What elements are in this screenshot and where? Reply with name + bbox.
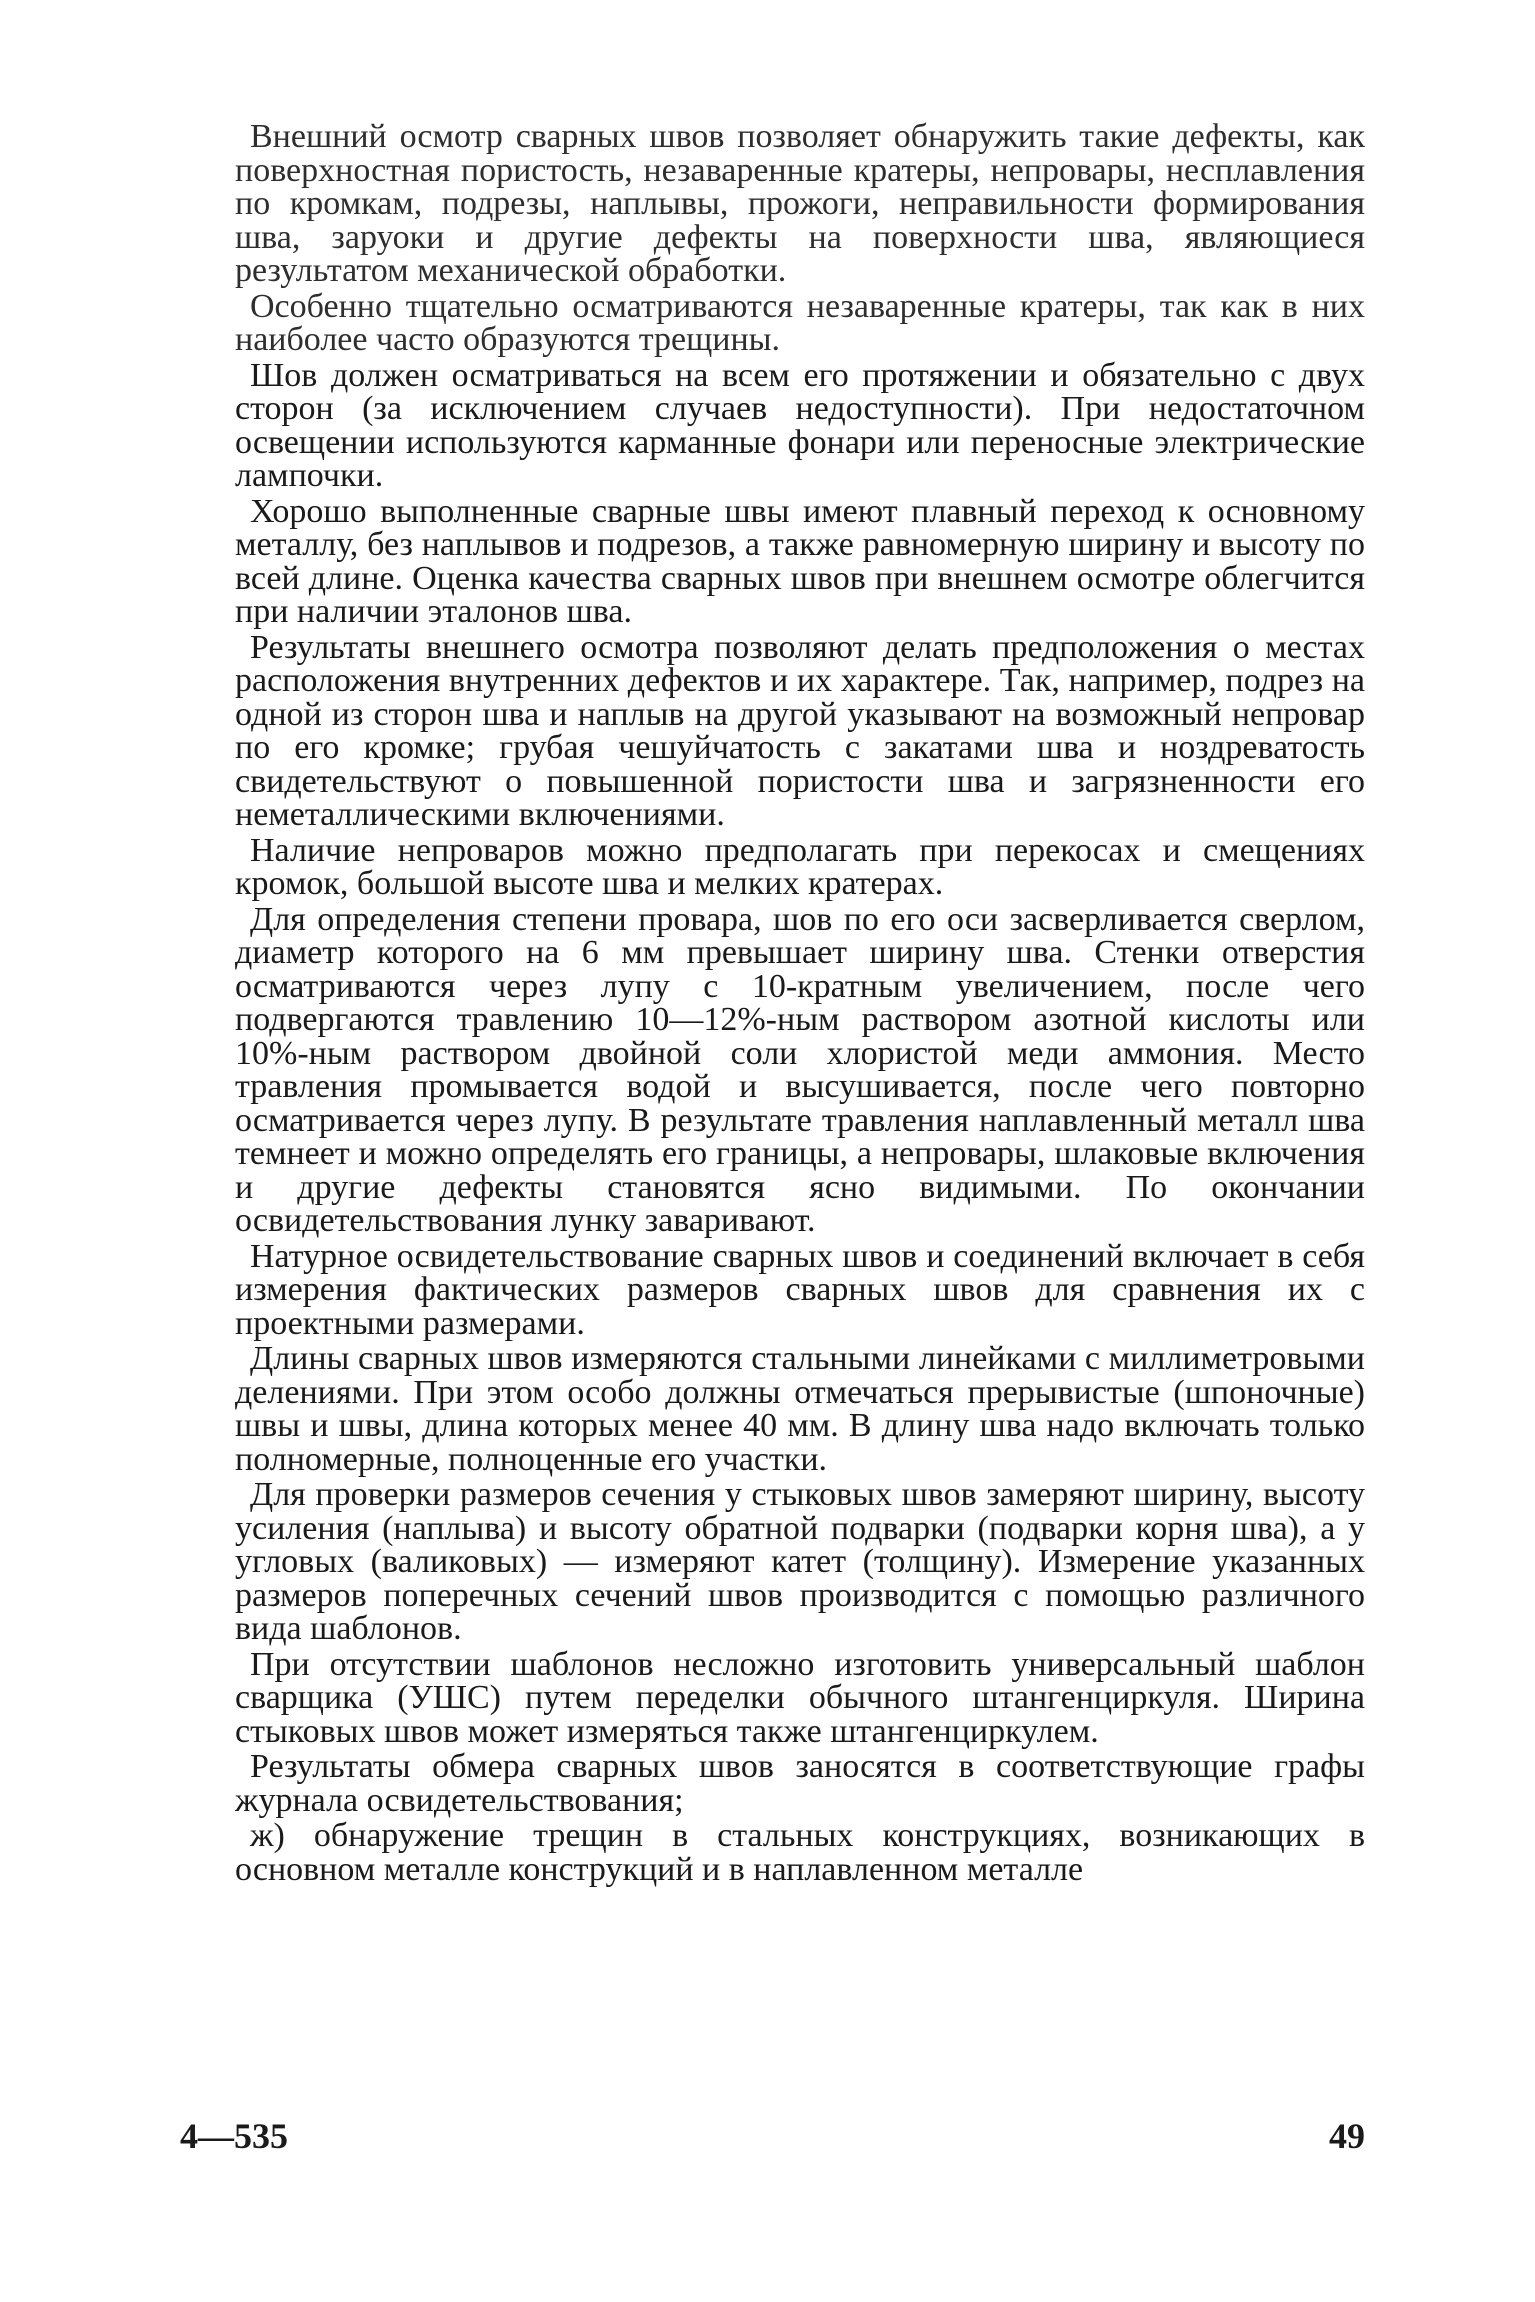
paragraph-crack-detection: ж) обнаружение трещин в стальных конструкциях, возникающих в основном металле конструкций и в наплавленном металле — [235, 1817, 1365, 1888]
paragraph-weld-lengths: Длины сварных швов измеряются стальными линейками с миллиметровыми делениями. При этом особо должны отмечаться прерывистые (шпоночные) швы и швы, длина которых менее 40 мм. В длину шва надо включать только полномерные, полноценные его участки. — [235, 1340, 1365, 1478]
page-body — [235, 120, 1365, 1888]
paragraph-inspection-results: Результаты внешнего осмотра позволяют делать предположения о местах расположения внутренних дефектов и их характере. Так, например, подрез на одной из сторон шва и наплыв на другой указывают на возможный непровар по его кромке; грубая чешуйчатость с закатами шва и ноздреватость свидетельствуют о повышенной пористости шва и загрязненности его неметаллическими включениями. — [235, 628, 1365, 833]
paragraph-penetration-depth: Для определения степени провара, шов по его оси засверливается сверлом, диаметр которого на 6 мм превышает ширину шва. Стенки отверстия осматриваются через лупу с 10-кратным увеличением, после чего подвергаются травлению 10—12%-ным раствором азотной кислоты или 10%-ным раствором двойной соли хлористой меди аммония. Место травления промывается водой и высушивается, после чего повторно осматривается через лупу. В результате травления наплавленный металл шва темнеет и можно определять его границы, а непровары, шлаковые включения и другие дефекты становятся ясно видимыми. По окончании освидетельствования лунку заваривают. — [235, 900, 1365, 1239]
paragraph-external-inspection: Внешний осмотр сварных швов позволяет обнаружить такие дефекты, как поверхностная пористость, незаваренные кратеры, непровары, несплавления по кромкам, подрезы, наплывы, прожоги, неправильности формирования шва, заруоки и другие дефекты на поверхности шва, являющиеся результатом механической обработки. — [235, 118, 1365, 289]
paragraph-weld-length-inspection: Шов должен осматриваться на всем его протяжении и обязательно с двух сторон (за исключением случаев недоступности). При недостаточном освещении используются карманные фонари или переносные электрические лампочки. — [235, 356, 1365, 494]
paragraph-templates: При отсутствии шаблонов несложно изготовить универсальный шаблон сварщика (УШС) путем переделки обычного штангенциркуля. Ширина стыковых швов может измеряться также штангенциркулем. — [235, 1645, 1365, 1750]
paragraph-section-sizes: Для проверки размеров сечения у стыковых швов замеряют ширину, высоту усиления (наплыва) и высоту обратной подварки (подварки корня шва), а у угловых (валиковых) — измеряют катет (толщину). Измерение указанных размеров поперечных сечений швов производится с помощью различного вида шаблонов. — [235, 1476, 1365, 1647]
paragraph-measurement-log: Результаты обмера сварных швов заносятся в соответствующие графы журнала освидетельствования; — [235, 1748, 1365, 1819]
signature-mark: 4—535 — [180, 2116, 288, 2156]
paragraph-lack-of-fusion: Наличие непроваров можно предполагать при перекосах и смещениях кромок, большой высоте шва и мелких кратерах. — [235, 831, 1365, 902]
paragraph-craters: Особенно тщательно осматриваются незаваренные кратеры, так как в них наиболее часто образуются трещины. — [235, 287, 1365, 358]
paragraph-good-welds: Хорошо выполненные сварные швы имеют плавный переход к основному металлу, без наплывов и подрезов, а также равномерную ширину и высоту по всей длине. Оценка качества сварных швов при внешнем осмотре облегчится при наличии эталонов шва. — [235, 492, 1365, 630]
page-number: 49 — [1329, 2116, 1365, 2156]
paragraph-field-survey: Натурное освидетельствование сварных швов и соединений включает в себя измерения фактических размеров сварных швов для сравнения их с проектными размерами. — [235, 1237, 1365, 1342]
